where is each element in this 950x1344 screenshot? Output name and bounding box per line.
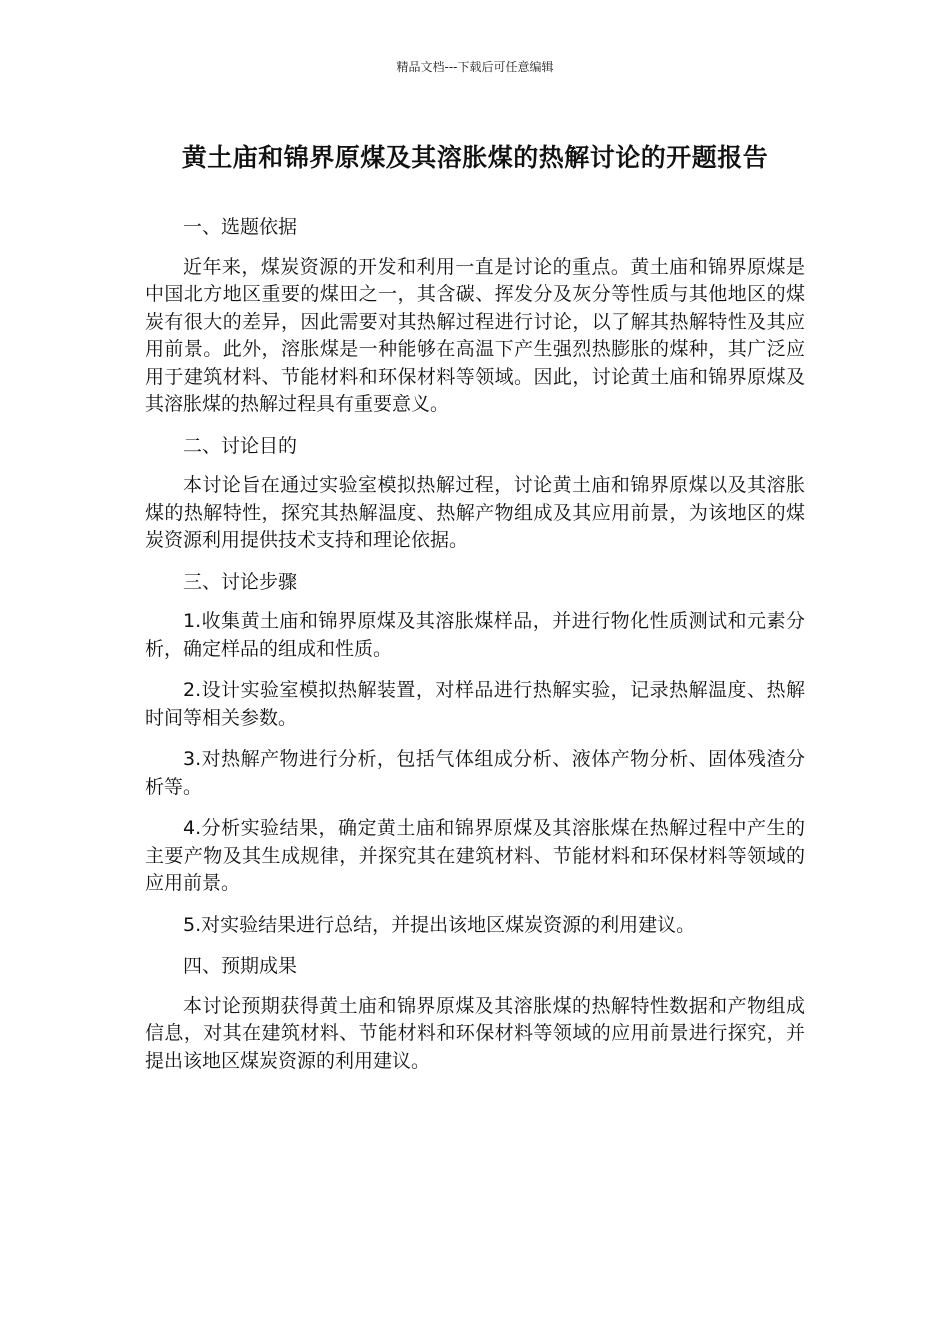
document-body <box>145 214 805 1089</box>
header-note: 精品文档---下载后可任意编辑 <box>396 60 554 74</box>
step-paragraph: 2.设计实验室模拟热解装置，对样品进行热解实验，记录热解温度、热解时间等相关参数。 <box>145 679 805 729</box>
page-title: 黄土庙和锦界原煤及其溶胀煤的热解讨论的开题报告 <box>181 143 769 172</box>
paragraph: 近年来，煤炭资源的开发和利用一直是讨论的重点。黄土庙和锦界原煤是中国北方地区重要的煤田之一，其含碳、挥发分及灰分等性质与其他地区的煤炭有很大的差异，因此需要对其热解过程进行讨论，以了解其热解特性及其应用前景。此外，溶胀煤是一种能够在高温下产生强烈热膨胀的煤种，其广泛应用于建筑材料、节能材料和环保材料等领域。因此，讨论黄土庙和锦界原煤及其溶胀煤的热解过程具有重要意义。 <box>145 255 805 415</box>
section-heading: 四、预期成果 <box>183 955 298 977</box>
step-paragraph: 5.对实验结果进行总结，并提出该地区煤炭资源的利用建议。 <box>183 913 696 936</box>
step-paragraph: 1.收集黄土庙和锦界原煤及其溶胀煤样品，并进行物化性质测试和元素分析，确定样品的组成和性质。 <box>145 610 805 660</box>
step-paragraph: 3.对热解产物进行分析，包括气体组成分析、液体产物分析、固体残渣分析等。 <box>145 748 805 798</box>
section-heading: 一、选题依据 <box>183 216 298 238</box>
paragraph: 本讨论旨在通过实验室模拟热解过程，讨论黄土庙和锦界原煤以及其溶胀煤的热解特性，探究其热解温度、热解产物组成及其应用前景，为该地区的煤炭资源利用提供技术支持和理论依据。 <box>145 474 805 551</box>
step-paragraph: 4.分析实验结果，确定黄土庙和锦界原煤及其溶胀煤在热解过程中产生的主要产物及其生成规律，并探究其在建筑材料、节能材料和环保材料等领域的应用前景。 <box>145 817 805 894</box>
section-heading: 三、讨论步骤 <box>183 570 298 593</box>
section-heading: 二、讨论目的 <box>183 434 298 457</box>
paragraph: 本讨论预期获得黄土庙和锦界原煤及其溶胀煤的热解特性数据和产物组成信息，对其在建筑材料、节能材料和环保材料等领域的应用前景进行探究，并提出该地区煤炭资源的利用建议。 <box>145 994 805 1072</box>
